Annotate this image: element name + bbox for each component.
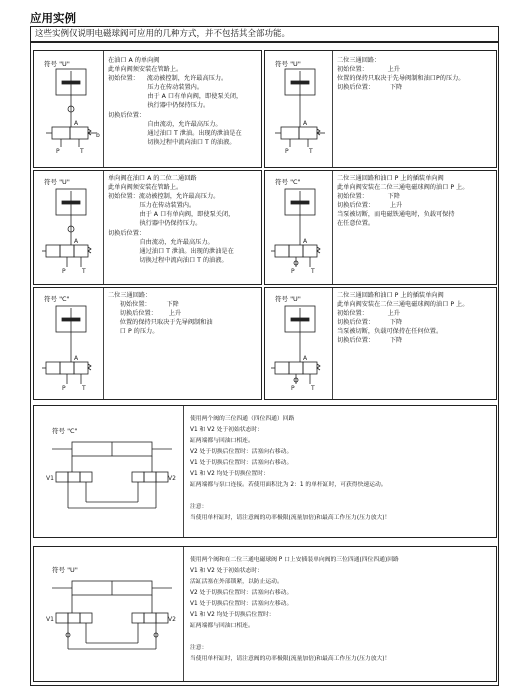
valve-circuit-diagram [269, 187, 331, 283]
valve-v1-label: V1 [46, 616, 54, 623]
example-cell-5 [33, 287, 262, 400]
valve-v2-label: V2 [168, 616, 176, 623]
page-subtitle: 这些实例仅说明电磁球阀可应用的几种方式，并不包括其全部功能。 [30, 26, 499, 42]
example-description: 二位三通回路： 初始位置： 上升 位置的保持只取决于先导阀制和油口P的压力。 切换后位置： 下降 [337, 57, 465, 92]
port-a-label: A [303, 238, 308, 245]
valve-v1-label: V1 [46, 475, 54, 482]
port-p-label: P [291, 385, 295, 392]
symbol-label: 符号 "U" [44, 60, 70, 68]
port-a-label: A [303, 120, 308, 127]
symbol-label: 符号 "C" [52, 427, 78, 435]
example-cell-7 [33, 405, 497, 538]
symbol-label: 符号 "U" [275, 60, 301, 68]
symbol-label: 符号 "U" [44, 178, 70, 186]
port-p-label: P [62, 385, 66, 392]
valve-circuit-diagram [40, 187, 102, 283]
port-b-label: b [96, 132, 100, 139]
example-cell-2 [264, 50, 497, 168]
valve-circuit-diagram [40, 67, 102, 167]
valve-circuit-diagram [269, 304, 331, 398]
example-description: 使用两个阀的三位四通（四位四通）回路 V1 和 V2 处于初始状态时： 缸两端都与回油口相连。 V2 处于切换后位置时：活塞向右移动。 V1 处于切换后位置时：活塞向右移动。 V1 和 V2 均处于切换位置时： 缸两端都与泵口连接。若使用面积比为 2：1 的单杆缸时，可获得快速运动。 注意： 当使用单杆缸时，请注意阀的功率极限(流量加倍)和最高工作压力(压力放大)！ [190, 416, 391, 521]
example-description: 在油口 A 的单向阀 此单向阀须安装在管路上。 初始位置： 流动被控制，允许最高压力。 压力在传动装置内。 由于 A 口有单向阀，即使泵关闭， 执行器中仍保持压力。 切换后位置： 自由流动，允许最高压力。 通过油口 T 泄油。出现的泄油是在 切换过程中流向油口 T 的油液。 [108, 57, 243, 146]
port-a-label: A [303, 355, 308, 362]
example-cell-6 [264, 287, 497, 400]
valve-circuit-diagram [269, 67, 331, 167]
port-p-label: P [56, 148, 60, 155]
valve-circuit-diagram [40, 304, 102, 398]
symbol-label: 符号 "U" [275, 295, 301, 303]
symbol-label: 符号 "U" [52, 566, 78, 574]
valve-v2-label: V2 [168, 475, 176, 482]
symbol-label: 符号 "C" [44, 295, 70, 303]
port-p-label: P [291, 268, 295, 275]
example-description: 二位三通回路和油口 P 上的插装单向阀 此单向阀安装在二位三通电磁球阀的油口 P 上。 初始位置： 上升 切换后位置： 下降 当泵被切断，负载可保持在任何位置。 切换后位置： 下降 [337, 292, 469, 345]
example-description: 二位三通回路： 初始位置： 下降 切换后位置： 上升 位置的保持只取决于先导阀制和油 口 P 的压力。 [108, 292, 213, 336]
port-p-label: P [285, 148, 289, 155]
example-description: 单向阀在油口 A 的二位二通回路 此单向阀须安装在管路上。 初始位置：流动被控制，允许最高压力。 压力在传动装置内。 由于 A 口有单向阀，即使泵关闭， 执行器中仍保持压力。 切换后位置： 自由流动，允许最高压力。 通过油口 T 泄油。出现的泄油是在 切换过程中流向油口 T 的油液。 [108, 175, 235, 264]
port-t-label: T [311, 268, 315, 275]
port-t-label: T [311, 385, 315, 392]
example-cell-3 [33, 170, 262, 285]
example-cell-8 [33, 546, 497, 682]
port-t-label: T [82, 268, 86, 275]
symbol-label: 符号 "C" [275, 178, 301, 186]
port-a-label: A [74, 355, 79, 362]
dual-valve-circuit-diagram [44, 577, 180, 677]
example-description: 使用两个阀和在二位三通电磁球阀 P 口上安插装单向阀的三位四通(四位四通)回路 V1 和 V2 处于初始状态时： 活缸活塞在外部锁紧，以防止运动。 V2 处于切换后位置时：活塞向右移动。 V1 处于切换后位置时：活塞向左移动。 V1 和 V2 均处于切换后位置时： 缸两端都与回油口相连。 注意： 当使用单杆缸时，请注意阀的功率极限(流量加倍)和最高工作压力(压力放大)！ [190, 557, 399, 662]
example-cell-1 [33, 50, 262, 168]
port-p-label: P [62, 268, 66, 275]
page-title: 应用实例 [30, 11, 76, 25]
example-description: 二位三通回路和油口 P 上的插装单向阀 此单向阀安装在二位三通电磁球阀的油口 P 上。 初始位置： 下降 切换后位置： 上升 当泵被切断，而电磁铁通电时，负载可保持 在任意位置。 [337, 175, 469, 228]
port-a-label: A [74, 120, 79, 127]
example-cell-4 [264, 170, 497, 285]
port-a-label: A [74, 238, 79, 245]
port-t-label: T [82, 385, 86, 392]
dual-valve-circuit-diagram [44, 438, 180, 534]
port-t-label: T [80, 148, 84, 155]
port-t-label: T [309, 148, 313, 155]
